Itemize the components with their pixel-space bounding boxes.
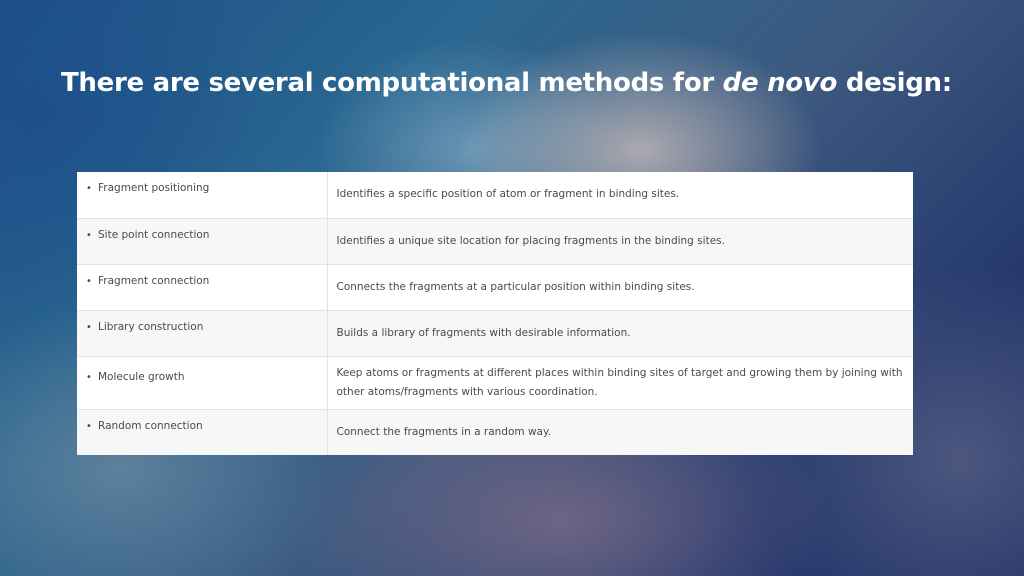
description-cell: Identifies a specific position of atom or fragment in binding sites.	[327, 172, 913, 218]
method-name: Site point connection	[98, 228, 210, 241]
description-cell: Keep atoms or fragments at different places within binding sites of target and growing them by joining with other atoms/fragments with various coordination.	[327, 356, 913, 409]
method-cell	[77, 356, 327, 409]
method-name: Random connection	[98, 419, 203, 432]
bullet: •	[86, 275, 92, 287]
table-row	[77, 218, 913, 264]
method-name: Fragment connection	[98, 274, 210, 287]
method-name: Molecule growth	[98, 370, 185, 383]
title-text: There are several computational methods for	[61, 68, 723, 98]
slide-title	[61, 68, 952, 98]
bullet: •	[86, 183, 92, 194]
title-text-end: design:	[837, 68, 952, 98]
bullet: •	[86, 321, 92, 333]
bullet: •	[86, 371, 92, 383]
method-cell	[77, 172, 327, 218]
title-emphasis: de novo	[722, 68, 838, 98]
method-name: Library construction	[98, 320, 204, 333]
method-cell	[77, 310, 327, 356]
method-cell	[77, 218, 327, 264]
description-cell: Builds a library of fragments with desirable information.	[327, 310, 913, 356]
method-cell	[77, 409, 327, 455]
bullet: •	[86, 229, 92, 241]
table-row	[77, 356, 913, 409]
table-row	[77, 264, 913, 310]
description-cell: Connects the fragments at a particular position within binding sites.	[327, 264, 913, 310]
method-name: Fragment positioning	[98, 182, 210, 194]
method-cell	[77, 264, 327, 310]
table-row	[77, 409, 913, 455]
methods-table	[77, 172, 913, 455]
table-row	[77, 310, 913, 356]
description-cell: Identifies a unique site location for placing fragments in the binding sites.	[327, 218, 913, 264]
description-cell: Connect the fragments in a random way.	[327, 409, 913, 455]
bullet: •	[86, 420, 92, 432]
table-row	[77, 172, 913, 218]
